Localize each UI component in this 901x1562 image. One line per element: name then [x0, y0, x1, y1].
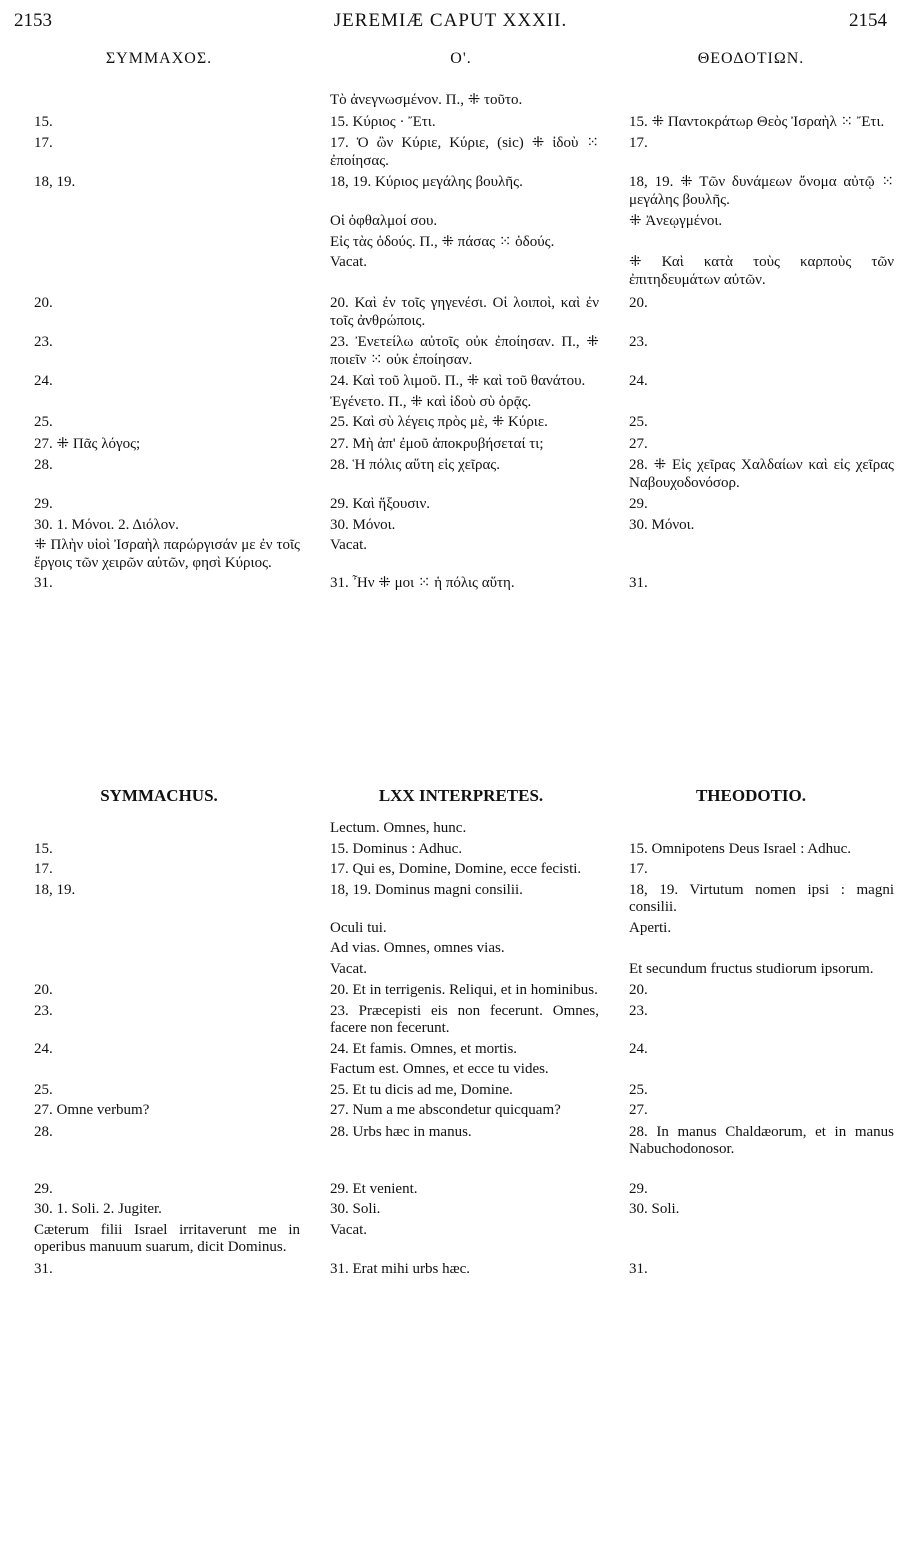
- lxx-cell: Ἐγένετο. Π., ⁜ καὶ ἰδοὺ σὺ ὁρᾷς.: [330, 393, 532, 410]
- lxx-cell: 31. Ἦν ⁜ μοι ⁙ ἡ πόλις αὕτη.: [330, 575, 515, 591]
- theodotion-cell: 20.: [629, 295, 648, 311]
- verse-row: [14, 234, 894, 252]
- verse-row: [14, 861, 894, 879]
- symmachus-cell: 15.: [34, 113, 53, 130]
- page-title: JEREMIÆ CAPUT XXXII.: [333, 10, 568, 31]
- lxx-cell: Oculi tui.: [330, 919, 387, 936]
- symmachus-cell: 23.: [34, 334, 53, 350]
- lxx-cell: Factum est. Omnes, et ecce tu vides.: [330, 1061, 549, 1077]
- page-number-right: 2154: [849, 10, 887, 31]
- theodotion-cell: 27.: [629, 1102, 648, 1118]
- theodotion-cell: Aperti.: [629, 919, 672, 936]
- verse-row: [14, 414, 894, 432]
- verse-row: [14, 517, 894, 535]
- running-header: [14, 10, 887, 36]
- latin-rows: [14, 820, 894, 1278]
- lxx-cell: Vacat.: [330, 960, 368, 977]
- column-heading-theodotion: ΘΕΟΔΟΤΙΩΝ.: [697, 50, 805, 67]
- lxx-cell: 24. Καὶ τοῦ λιμοῦ. Π., ⁜ καὶ τοῦ θανάτου.: [330, 373, 586, 389]
- lxx-cell: 28. Urbs hæc in manus.: [330, 1123, 472, 1140]
- lxx-cell: 25. Καὶ σὺ λέγεις πρὸς μὲ, ⁜ Κύριε.: [330, 414, 548, 430]
- symmachus-cell: 23.: [34, 1002, 53, 1019]
- symmachus-cell: 17.: [34, 135, 53, 151]
- lxx-cell: Ad vias. Omnes, omnes vias.: [330, 940, 505, 956]
- lxx-cell: Οἱ ὀφθαλμοί σου.: [330, 213, 438, 229]
- theodotion-cell: 31.: [629, 575, 648, 591]
- verse-row: [14, 920, 894, 938]
- theodotion-cell: 24.: [629, 1040, 648, 1057]
- symmachus-cell: 30. 1. Μόνοι. 2. Διόλον.: [34, 516, 179, 533]
- lxx-cell: 15. Κύριος · Ἔτι.: [330, 113, 436, 130]
- symmachus-cell: 28.: [34, 1123, 53, 1140]
- symmachus-cell: 20.: [34, 982, 53, 998]
- lxx-cell: 20. Καὶ ἐν τοῖς γηγενέσι. Οἱ λοιποὶ, καὶ ἐν τοῖς ἀνθρώποις.: [330, 295, 599, 329]
- symmachus-cell: 20.: [34, 295, 53, 311]
- symmachus-cell: 17.: [34, 861, 53, 877]
- theodotion-cell: 27.: [629, 435, 648, 452]
- symmachus-cell: 24.: [34, 373, 53, 389]
- theodotion-cell: 23.: [629, 334, 648, 350]
- lxx-cell: 17. Ὁ ὢν Κύριε, Κύριε, (sic) ⁜ ἰδοὺ ⁙ ἐποίησας.: [330, 135, 599, 169]
- verse-row: [14, 841, 894, 859]
- symmachus-cell: 25.: [34, 414, 53, 430]
- theodotion-cell: 15. Omnipotens Deus Israel : Adhuc.: [629, 840, 852, 857]
- column-heading-symmachus: ΣΥΜΜΑΧΟΣ.: [105, 50, 213, 67]
- lxx-cell: Εἰς τὰς ὁδούς. Π., ⁜ πάσας ⁙ ὁδούς.: [330, 233, 555, 250]
- verse-row: [14, 1041, 894, 1059]
- verse-row: [14, 174, 894, 209]
- symmachus-cell: 31.: [34, 1260, 53, 1277]
- lxx-cell: Vacat.: [330, 254, 368, 270]
- verse-row: [14, 537, 894, 572]
- verse-row: [14, 213, 894, 231]
- lxx-cell: 20. Et in terrigenis. Reliqui, et in hominibus.: [330, 982, 598, 998]
- verse-row: [14, 961, 894, 979]
- lxx-cell: 23. Ἐνετείλω αὐτοῖς οὐκ ἐποίησαν. Π., ⁜ ποιεῖν ⁙ οὐκ ἐποίησαν.: [330, 334, 599, 368]
- symmachus-cell: 27. Omne verbum?: [34, 1102, 150, 1118]
- symmachus-cell: ⁜ Πλὴν υἱοὶ Ἰσραὴλ παρώργισάν με ἐν τοῖς ἔργοις τῶν χειρῶν αὐτῶν, φησὶ Κύριος.: [34, 537, 300, 571]
- lxx-cell: 28. Ἡ πόλις αὕτη εἰς χεῖρας.: [330, 457, 500, 473]
- lxx-cell: 18, 19. Κύριος μεγάλης βουλῆς.: [330, 174, 523, 190]
- verse-row: [14, 135, 894, 170]
- verse-row: [14, 820, 894, 838]
- symmachus-cell: 28.: [34, 457, 53, 473]
- verse-row: [14, 92, 894, 110]
- theodotion-cell: 29.: [629, 496, 648, 512]
- column-heading-lxx: Ο'.: [450, 50, 472, 67]
- theodotion-cell: 30. Μόνοι.: [629, 516, 695, 533]
- symmachus-cell: 29.: [34, 1180, 53, 1197]
- theodotion-cell: 24.: [629, 373, 648, 389]
- column-heading-symmachus: SYMMACHUS.: [100, 786, 218, 805]
- theodotion-cell: 23.: [629, 1002, 648, 1019]
- verse-row: [14, 982, 894, 1000]
- lxx-cell: Vacat.: [330, 1221, 368, 1238]
- column-headings: [14, 786, 894, 820]
- lxx-cell: 27. Μὴ ἀπ' ἐμοῦ ἀποκρυβήσεταί τι;: [330, 435, 544, 452]
- lxx-cell: 23. Præcepisti eis non fecerunt. Omnes, facere non fecerunt.: [330, 1002, 599, 1036]
- verse-row: [14, 1222, 894, 1257]
- verse-row: [14, 1181, 894, 1199]
- theodotion-cell: 17.: [629, 135, 648, 151]
- theodotion-cell: 29.: [629, 1180, 648, 1197]
- theodotion-cell: ⁜ Καὶ κατὰ τοὺς καρποὺς τῶν ἐπιτηδευμάτων αὐτῶν.: [629, 254, 894, 288]
- theodotion-cell: 30. Soli.: [629, 1201, 680, 1217]
- theodotion-cell: 28. In manus Chaldæorum, et in manus Nabuchodonosor.: [629, 1123, 894, 1157]
- theodotion-cell: 20.: [629, 982, 648, 998]
- theodotion-cell: 25.: [629, 414, 648, 430]
- lxx-cell: 30. Μόνοι.: [330, 516, 396, 533]
- verse-row: [14, 1102, 894, 1120]
- symmachus-cell: 31.: [34, 575, 53, 591]
- verse-row: [14, 457, 894, 492]
- symmachus-cell: 30. 1. Soli. 2. Jugiter.: [34, 1201, 162, 1217]
- lxx-cell: Lectum. Omnes, hunc.: [330, 820, 467, 836]
- page-number-left: 2153: [14, 10, 52, 31]
- verse-row: [14, 373, 894, 391]
- verse-row: [14, 1003, 894, 1038]
- theodotion-cell: 15. ⁜ Παντοκράτωρ Θεὸς Ἰσραὴλ ⁙ Ἔτι.: [629, 113, 885, 130]
- theodotion-cell: Et secundum fructus studiorum ipsorum.: [629, 960, 874, 977]
- symmachus-cell: 25.: [34, 1081, 53, 1098]
- verse-row: [14, 1061, 894, 1079]
- column-heading-theodotion: THEODOTIO.: [695, 786, 807, 805]
- verse-row: [14, 1082, 894, 1100]
- theodotion-cell: 17.: [629, 861, 648, 877]
- verse-row: [14, 436, 894, 454]
- theodotion-cell: 31.: [629, 1260, 648, 1277]
- lxx-cell: 31. Erat mihi urbs hæc.: [330, 1260, 470, 1277]
- lxx-cell: Τὸ ἀνεγνωσμένον. Π., ⁜ τοῦτο.: [330, 92, 523, 108]
- lxx-cell: 17. Qui es, Domine, Domine, ecce fecisti.: [330, 861, 582, 877]
- verse-row: [14, 940, 894, 958]
- verse-row: [14, 254, 894, 289]
- symmachus-cell: 18, 19.: [34, 174, 76, 190]
- lxx-cell: 25. Et tu dicis ad me, Domine.: [330, 1081, 513, 1098]
- theodotion-cell: 28. ⁜ Εἰς χεῖρας Χαλδαίων καὶ εἰς χεῖρας Ναβουχοδονόσορ.: [629, 457, 894, 491]
- verse-row: [14, 1261, 894, 1279]
- verse-row: [14, 575, 894, 593]
- symmachus-cell: 15.: [34, 840, 53, 857]
- column-heading-lxx: LXX INTERPRETES.: [378, 786, 544, 805]
- lxx-cell: 24. Et famis. Omnes, et mortis.: [330, 1040, 518, 1057]
- symmachus-cell: 29.: [34, 496, 53, 512]
- theodotion-cell: ⁜ Ἀνεῳγμένοι.: [629, 213, 723, 229]
- lxx-cell: 18, 19. Dominus magni consilii.: [330, 881, 523, 898]
- greek-rows: [14, 92, 894, 593]
- theodotion-cell: 18, 19. Virtutum nomen ipsi : magni consilii.: [629, 881, 894, 915]
- lxx-cell: 29. Et venient.: [330, 1180, 418, 1197]
- lxx-cell: 15. Dominus : Adhuc.: [330, 840, 463, 857]
- verse-row: [14, 496, 894, 514]
- verse-row: [14, 334, 894, 369]
- verse-row: [14, 1201, 894, 1219]
- lxx-cell: 30. Soli.: [330, 1201, 381, 1217]
- lxx-cell: 29. Καὶ ἥξουσιν.: [330, 496, 430, 512]
- symmachus-cell: 27. ⁜ Πᾶς λόγος;: [34, 435, 141, 452]
- column-headings: [14, 50, 894, 84]
- symmachus-cell: 18, 19.: [34, 881, 76, 898]
- verse-row: [14, 114, 894, 132]
- latin-section: [14, 786, 894, 1278]
- theodotion-cell: 25.: [629, 1081, 648, 1098]
- verse-row: [14, 1124, 894, 1159]
- verse-row: [14, 295, 894, 330]
- theodotion-cell: 18, 19. ⁜ Τῶν δυνάμεων ὄνομα αὐτῷ ⁙ μεγάλης βουλῆς.: [629, 174, 894, 208]
- lxx-cell: Vacat.: [330, 537, 368, 553]
- greek-section: [14, 50, 894, 593]
- symmachus-cell: 24.: [34, 1040, 53, 1057]
- lxx-cell: 27. Num a me abscondetur quicquam?: [330, 1102, 561, 1118]
- verse-row: [14, 394, 894, 412]
- verse-row: [14, 882, 894, 917]
- symmachus-cell: Cæterum filii Israel irritaverunt me in operibus manuum suarum, dicit Dominus.: [34, 1221, 300, 1255]
